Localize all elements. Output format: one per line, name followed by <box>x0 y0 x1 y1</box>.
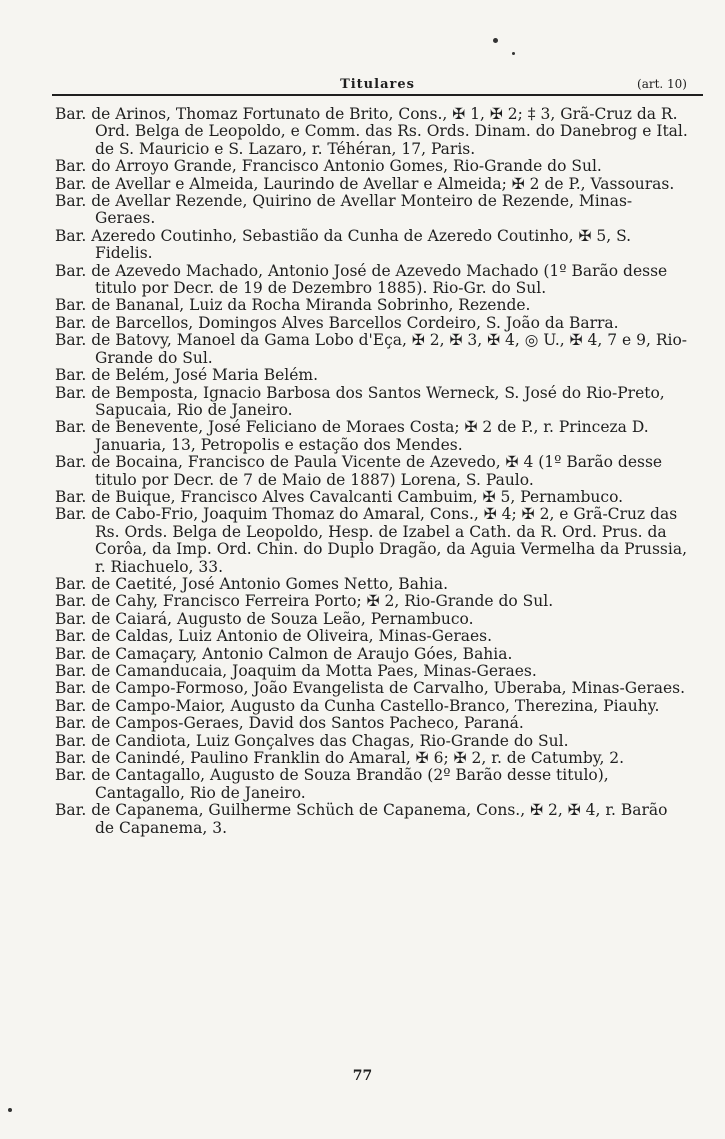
list-entry: Bar. de Barcellos, Domingos Alves Barcellos Cordeiro, S. João da Barra. <box>55 313 619 332</box>
list-entry: Bar. de Cantagallo, Augusto de Souza Brandão (2º Barão desse titulo), Cantagallo, Rio de Janeiro. <box>55 766 609 802</box>
ink-speck <box>493 38 498 43</box>
list-entry: Bar. de Camaçary, Antonio Calmon de Araujo Góes, Bahia. <box>55 644 513 663</box>
article-reference: (art. 10) <box>637 77 687 91</box>
list-entry: Bar. de Camanducaia, Joaquim da Motta Paes, Minas-Geraes. <box>55 662 537 680</box>
list-entry: Bar. de Cahy, Francisco Ferreira Porto; ✠ 2, Rio-Grande do Sul. <box>55 592 554 611</box>
ink-speck <box>8 1108 12 1112</box>
page-number: 77 <box>352 1068 373 1084</box>
list-entry: Bar. de Bananal, Luiz da Rocha Miranda Sobrinho, Rezende. <box>55 296 531 315</box>
list-entry: Bar. de Avellar e Almeida, Laurindo de Avellar e Almeida; ✠ 2 de P., Vassouras. <box>55 174 675 193</box>
list-entry: Bar. de Cabo-Frio, Joaquim Thomaz do Amaral, Cons., ✠ 4; ✠ 2, e Grã-Cruz das Rs. Ords. Belga de Leopoldo, Hesp. de Izabel a Cath. da R. Ord. Prus. da Corôa, da Imp. Ord. Chin. do Duplo Dragão, da Aguia Vermelha da Prussia, r. Riachuelo, 33. <box>55 505 687 576</box>
list-entry: Bar. de Azevedo Machado, Antonio José de Azevedo Machado (1º Barão desse titulo por Decr. de 19 de Dezembro 1885). Rio-Gr. do Sul. <box>55 261 668 298</box>
list-entry: Bar. de Bemposta, Ignacio Barbosa dos Santos Werneck, S. José do Rio-Preto, Sapucaia, Rio de Janeiro. <box>55 383 665 419</box>
list-entry: Bar. de Caldas, Luiz Antonio de Oliveira, Minas-Geraes. <box>55 627 493 646</box>
list-entry: Bar. de Batovy, Manoel da Gama Lobo d'Eça, ✠ 2, ✠ 3, ✠ 4, ◎ U., ✠ 4, 7 e 9, Rio-Grande do Sul. <box>55 331 688 367</box>
list-entry: Bar. de Caiará, Augusto de Souza Leão, Pernambuco. <box>55 609 474 628</box>
list-entry: Bar. Azeredo Coutinho, Sebastião da Cunha de Azeredo Coutinho, ✠ 5, S. Fidelis. <box>55 226 632 263</box>
page-header <box>52 70 703 92</box>
running-title: Titulares <box>340 77 415 92</box>
list-entry: Bar. de Capanema, Guilherme Schüch de Capanema, Cons., ✠ 2, ✠ 4, r. Barão de Capanema, 3. <box>55 801 668 837</box>
list-entry: Bar. de Buique, Francisco Alves Cavalcanti Cambuim, ✠ 5, Pernambuco. <box>55 487 624 506</box>
list-entry: Bar. do Arroyo Grande, Francisco Antonio Gomes, Rio-Grande do Sul. <box>55 157 602 176</box>
entry-list <box>55 106 690 837</box>
list-entry: Bar. de Candiota, Luiz Gonçalves das Chagas, Rio-Grande do Sul. <box>55 731 569 750</box>
list-entry: Bar. de Avellar Rezende, Quirino de Avellar Monteiro de Rezende, Minas-Geraes. <box>55 192 633 228</box>
header-rule <box>52 94 703 96</box>
list-entry: Bar. de Bocaina, Francisco de Paula Vicente de Azevedo, ✠ 4 (1º Barão desse titulo por Decr. de 7 de Maio de 1887) Lorena, S. Paulo. <box>55 453 663 489</box>
list-entry: Bar. de Arinos, Thomaz Fortunato de Brito, Cons., ✠ 1, ✠ 2; ‡ 3, Grã-Cruz da R. Ord. Belga de Leopoldo, e Comm. das Rs. Ords. Dinam. do Danebrog e Ital. de S. Mauricio e S. Lazaro, r. Téhéran, 17, Paris. <box>55 105 688 158</box>
ink-speck <box>512 52 515 55</box>
list-entry: Bar. de Campos-Geraes, David dos Santos Pacheco, Paraná. <box>55 714 524 733</box>
list-entry: Bar. de Canindé, Paulino Franklin do Amaral, ✠ 6; ✠ 2, r. de Catumby, 2. <box>55 749 625 768</box>
list-entry: Bar. de Campo-Maior, Augusto da Cunha Castello-Branco, Therezina, Piauhy. <box>55 696 660 715</box>
list-entry: Bar. de Caetité, José Antonio Gomes Netto, Bahia. <box>55 574 449 593</box>
list-entry: Bar. de Campo-Formoso, João Evangelista de Carvalho, Uberaba, Minas-Geraes. <box>55 679 686 698</box>
list-entry: Bar. de Belém, José Maria Belém. <box>55 366 319 385</box>
list-entry: Bar. de Benevente, José Feliciano de Moraes Costa; ✠ 2 de P., r. Princeza D. Januaria, 13, Petropolis e estação dos Mendes. <box>55 418 649 454</box>
